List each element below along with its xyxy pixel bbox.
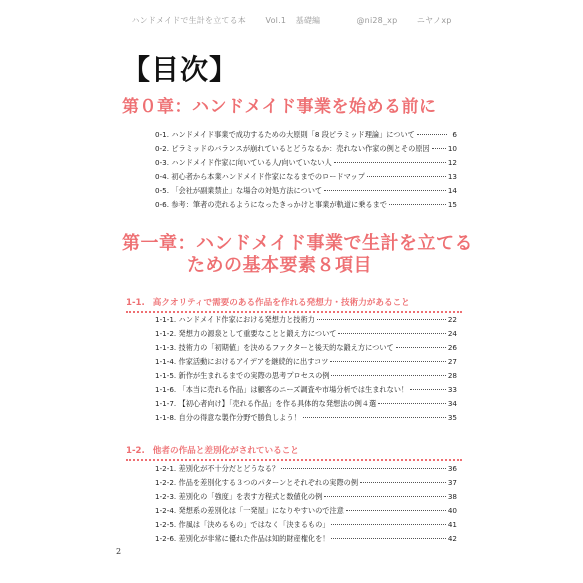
running-header [0, 15, 583, 26]
toc-entry-page: 41 [447, 520, 457, 529]
toc-entry-page: 22 [447, 315, 457, 324]
toc-entry[interactable] [155, 532, 457, 546]
toc-entry-title [155, 198, 387, 212]
section-number: 1-1. [126, 298, 145, 308]
leader-dots [389, 204, 446, 205]
page-number: 2 [116, 547, 122, 556]
toc-entry-number: 0-3. [155, 158, 170, 167]
toc-entry-number: 0-5. [155, 186, 170, 195]
chapter-0-toc [155, 128, 457, 212]
toc-entry-text: 初心者から本業ハンドメイド作家になるまでのロードマップ [171, 172, 365, 181]
section-1-1-heading [126, 296, 462, 313]
toc-entry-page: 37 [447, 478, 457, 487]
toc-entry-page: 12 [447, 158, 457, 167]
leader-dots [432, 148, 446, 149]
toc-entry-text: 差別化が不十分だとどうなる？ [178, 464, 280, 473]
toc-entry-number: 0-2. [155, 144, 170, 153]
toc-entry[interactable] [155, 397, 457, 411]
leader-dots [346, 510, 446, 511]
header-author: ニヤノxp [416, 16, 452, 25]
leader-dots [410, 389, 446, 390]
toc-entry-title [155, 313, 315, 327]
leader-dots [331, 538, 445, 539]
toc-entry-page: 26 [447, 343, 457, 352]
leader-dots [417, 134, 447, 135]
leader-dots [338, 333, 445, 334]
section-1-1-toc [155, 313, 457, 425]
toc-entry-page: 24 [447, 329, 457, 338]
leader-dots [331, 375, 445, 376]
leader-dots [324, 496, 446, 497]
toc-entry[interactable] [155, 476, 457, 490]
toc-entry-number: 1-2-2. [155, 478, 177, 487]
toc-entry-text: 差別化が非常に優れた作品は知的財産権化を！ [178, 534, 330, 543]
toc-entry[interactable] [155, 383, 457, 397]
toc-entry-text: 技術力の「初期値」を決めるファクターと後天的な鍛え方について [178, 343, 394, 352]
leader-dots [330, 361, 445, 362]
toc-entry-number: 1-2-4. [155, 506, 177, 515]
toc-entry-page: 38 [447, 492, 457, 501]
header-edition: 基礎編 [295, 16, 321, 25]
leader-dots [303, 417, 446, 418]
toc-entry[interactable] [155, 184, 457, 198]
leader-dots [396, 347, 446, 348]
toc-entry-text: 作品を差別化する３つのパターンとそれぞれの実際の例 [178, 478, 359, 487]
toc-entry-text: 差別化の「強度」を表す方程式と数値化の例 [178, 492, 323, 501]
toc-entry-title [155, 411, 301, 425]
toc-entry-title [155, 184, 322, 198]
leader-dots [317, 319, 446, 320]
section-1-2-toc [155, 462, 457, 546]
toc-entry-text: 作風は「決めるもの」ではなく「決まるもの」 [178, 520, 330, 529]
toc-entry-title [155, 170, 365, 184]
toc-entry-page: 35 [447, 413, 457, 422]
leader-dots [367, 176, 446, 177]
toc-entry-number: 1-2-6. [155, 534, 177, 543]
toc-entry[interactable] [155, 355, 457, 369]
toc-entry-title [155, 327, 336, 341]
toc-entry-text: ピラミッドのバランスが崩れているとどうなるか：売れない作家の例とその原因 [171, 144, 430, 153]
toc-entry-number: 0-6. [155, 200, 170, 209]
toc-entry-title [155, 369, 329, 383]
toc-entry-number: 1-1-5. [155, 371, 177, 380]
toc-entry-number: 1-2-3. [155, 492, 177, 501]
toc-entry-title [155, 383, 408, 397]
toc-entry[interactable] [155, 327, 457, 341]
toc-entry-number: 1-1-8. [155, 413, 177, 422]
toc-entry-text: 参考：筆者の売れるようになったきっかけと事業が軌道に乗るまで [171, 200, 387, 209]
toc-entry-text: 「会社が副業禁止」な場合の対処方法について [171, 186, 323, 195]
leader-dots [324, 190, 446, 191]
toc-entry-text: ハンドメイド作家に向いている人/向いていない人 [171, 158, 332, 167]
section-1-2-heading [126, 444, 462, 461]
toc-entry-page: 34 [447, 399, 457, 408]
toc-entry-text: 自分の得意な製作分野で勝負しよう！ [178, 413, 301, 422]
toc-entry-title [155, 490, 322, 504]
toc-entry-title [155, 397, 376, 411]
toc-entry-page: 42 [447, 534, 457, 543]
toc-entry[interactable] [155, 369, 457, 383]
toc-entry-page: 10 [447, 144, 457, 153]
toc-entry-number: 1-1-2. [155, 329, 177, 338]
toc-entry-title [155, 504, 344, 518]
toc-entry-page: 33 [447, 385, 457, 394]
toc-entry[interactable] [155, 411, 457, 425]
chapter-1-title [122, 233, 473, 277]
chapter-0-title: 第０章：ハンドメイド事業を始める前に [122, 97, 437, 117]
chapter-1-title-line2: ための基本要素８項目 [187, 255, 372, 276]
toc-entry-text: 「本当に売れる作品」は顧客のニーズ調査や市場分析では生まれない！ [178, 385, 409, 394]
toc-heading: 【目次】 [122, 53, 239, 86]
toc-entry[interactable] [155, 142, 457, 156]
toc-entry-page: 27 [447, 357, 457, 366]
leader-dots [378, 403, 446, 404]
toc-entry-title [155, 462, 279, 476]
toc-entry-page: 28 [447, 371, 457, 380]
chapter-1-title-line1: 第一章：ハンドメイド事業で生計を立てる [122, 233, 473, 254]
toc-entry-number: 1-1-3. [155, 343, 177, 352]
toc-entry-text: ハンドメイド作家における発想力と技術力 [178, 315, 315, 324]
toc-entry[interactable] [155, 170, 457, 184]
toc-entry-text: ハンドメイド事業で成功するための大原則「8 段ピラミッド理論」について [171, 130, 415, 139]
section-number: 1-2. [126, 446, 145, 456]
section-title: 他者の作品と差別化がされていること [152, 446, 299, 456]
toc-entry-title [155, 355, 328, 369]
toc-entry-number: 1-1-7. [155, 399, 177, 408]
leader-dots [334, 162, 446, 163]
header-volume: Vol.1 [265, 16, 287, 25]
leader-dots [331, 524, 445, 525]
toc-entry-number: 1-1-4. [155, 357, 177, 366]
toc-entry[interactable] [155, 128, 457, 142]
toc-entry-title [155, 128, 415, 142]
toc-entry-page: 40 [447, 506, 457, 515]
toc-entry[interactable] [155, 341, 457, 355]
toc-entry[interactable] [155, 518, 457, 532]
header-handle: @ni28_xp [356, 16, 398, 25]
toc-entry-number: 1-2-5. [155, 520, 177, 529]
toc-entry[interactable] [155, 156, 457, 170]
toc-entry-text: 発想力の源泉として重要なことと鍛え方について [178, 329, 337, 338]
leader-dots [360, 482, 446, 483]
toc-entry-text: 発想系の差別化は「一発屋」になりやすいので注意 [178, 506, 344, 515]
toc-entry[interactable] [155, 198, 457, 212]
toc-entry-page: 6 [452, 130, 457, 139]
toc-entry-text: 【初心者向け】「売れる作品」を作る具体的な発想法の例４選 [178, 399, 377, 408]
toc-entry-title [155, 518, 329, 532]
toc-entry-title [155, 476, 358, 490]
toc-entry-title [155, 341, 394, 355]
toc-entry-number: 1-1-6. [155, 385, 177, 394]
toc-entry-title [155, 142, 430, 156]
toc-entry[interactable] [155, 462, 457, 476]
toc-entry-page: 36 [447, 464, 457, 473]
toc-entry-title [155, 532, 329, 546]
toc-entry[interactable] [155, 490, 457, 504]
toc-entry-page: 15 [447, 200, 457, 209]
leader-dots [281, 468, 446, 469]
toc-entry-number: 0-1. [155, 130, 170, 139]
toc-entry[interactable] [155, 313, 457, 327]
toc-entry-text: 作家活動におけるアイデアを継続的に出すコツ [178, 357, 329, 366]
section-title: 高クオリティで需要のある作品を作れる発想力・技術力があること [152, 298, 410, 308]
toc-entry-text: 新作が生まれるまでの実際の思考プロセスの例 [178, 371, 330, 380]
header-book-title: ハンドメイドで生計を立てる本 [131, 16, 247, 25]
toc-entry[interactable] [155, 504, 457, 518]
toc-entry-page: 14 [447, 186, 457, 195]
toc-entry-number: 0-4. [155, 172, 170, 181]
toc-entry-page: 13 [447, 172, 457, 181]
toc-entry-number: 1-1-1. [155, 315, 177, 324]
toc-entry-title [155, 156, 332, 170]
toc-entry-number: 1-2-1. [155, 464, 177, 473]
